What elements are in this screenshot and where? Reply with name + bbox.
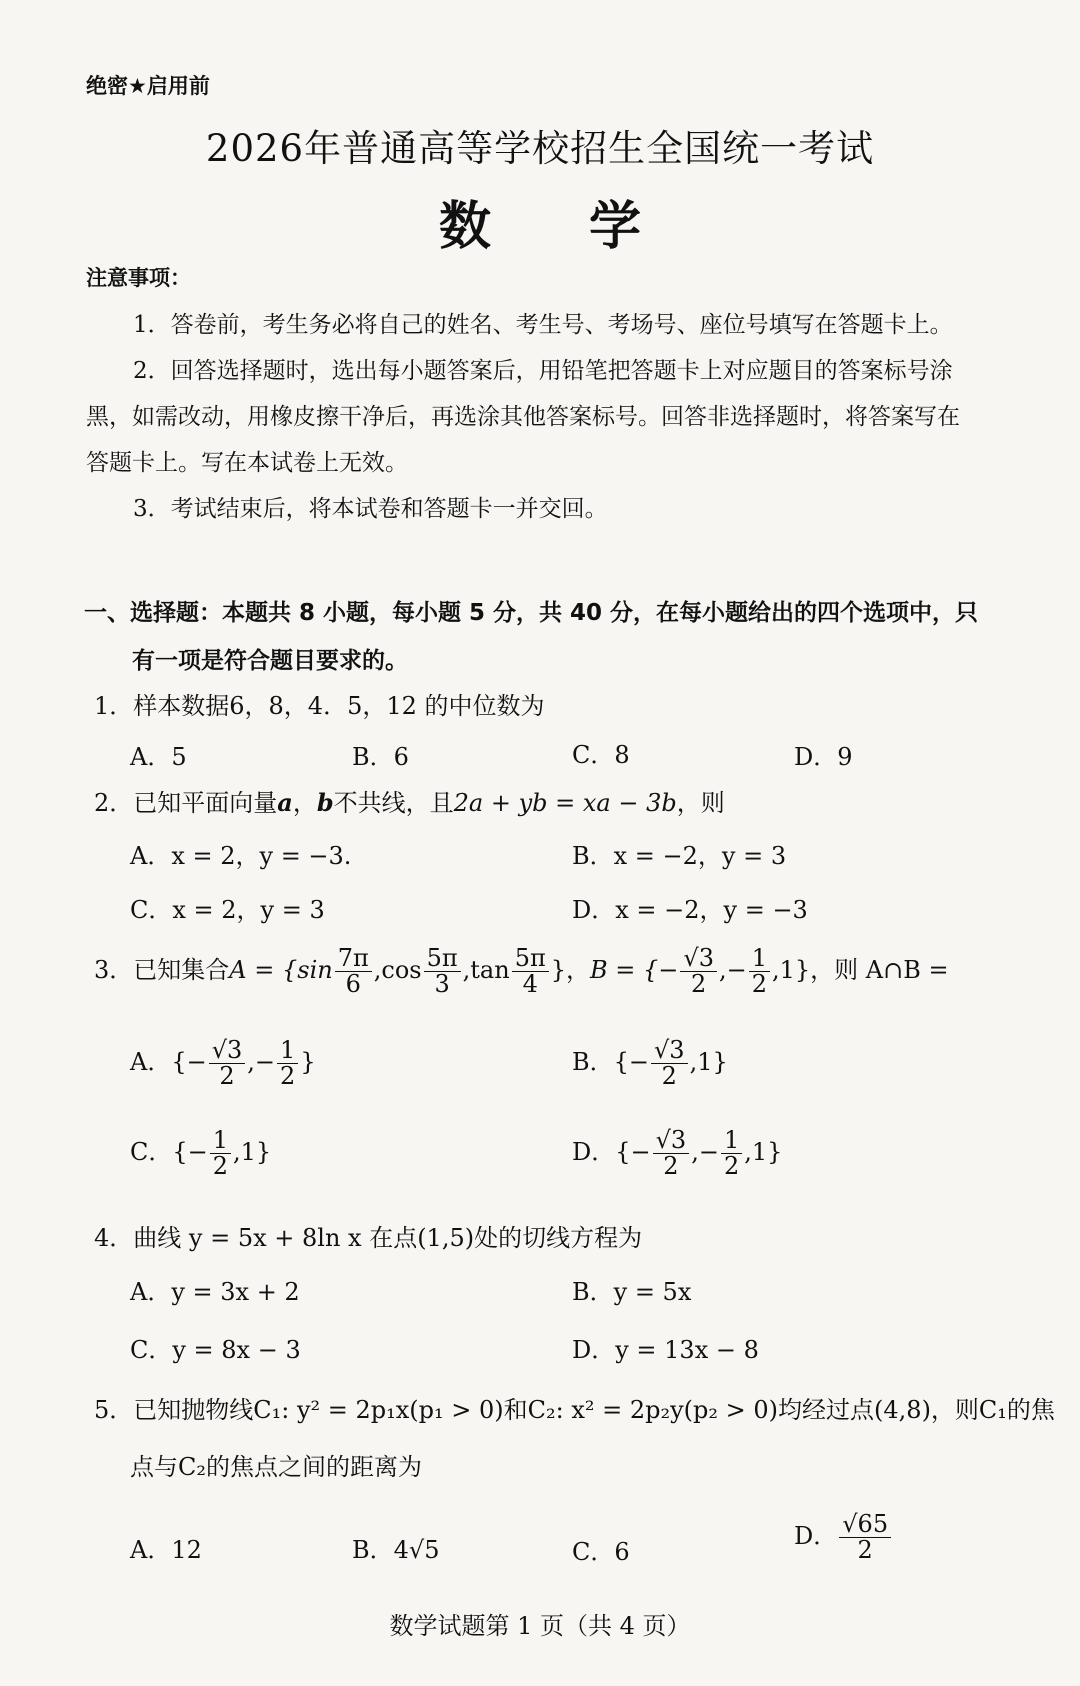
denominator: 2 [663, 1152, 679, 1181]
denominator: 2 [280, 1062, 296, 1091]
section-heading-line-1: 一、选择题：本题共 8 小题，每小题 5 分，共 40 分，在每小题给出的四个选项中，只 [84, 600, 979, 626]
question-1-option-a: A．5 [130, 743, 187, 771]
option-prefix: A．{− [130, 1048, 207, 1077]
fraction [424, 946, 461, 997]
set-a-open: A = {sin [229, 956, 333, 985]
question-3-option-a [130, 1038, 316, 1089]
option-prefix: B．{− [572, 1048, 650, 1077]
separator: ,− [718, 956, 747, 985]
option-suffix: ,1} [233, 1138, 272, 1167]
numerator: 7π [335, 946, 372, 972]
notice-item-1: 1．答卷前，考生务必将自己的姓名、考生号、考场号、座位号填写在答题卡上。 [133, 312, 953, 338]
option-suffix: ,1} [744, 1138, 783, 1167]
fraction [721, 1128, 742, 1179]
numerator: √3 [653, 1128, 690, 1154]
question-3-option-c [130, 1128, 271, 1179]
question-5-option-b: B．4√5 [352, 1536, 440, 1564]
cos-label: ,cos [373, 956, 422, 985]
question-1-option-d: D．9 [794, 743, 853, 771]
notice-item-2-line-2: 黑，如需改动，用橡皮擦干净后，再选涂其他答案标号。回答非选择题时，将答案写在 [86, 404, 960, 430]
question-2-stem [94, 783, 725, 818]
vector-a: a [277, 788, 293, 817]
denominator: 2 [857, 1536, 873, 1565]
question-5-option-a: A．12 [130, 1536, 202, 1564]
option-prefix: D．{− [572, 1138, 651, 1167]
set-a-close: }， [550, 956, 591, 985]
question-4-option-d: D．y = 13x − 8 [572, 1336, 759, 1364]
fraction [210, 1128, 231, 1179]
notice-heading: 注意事项： [86, 266, 191, 290]
denominator: 2 [219, 1062, 235, 1091]
option-prefix: D． [794, 1522, 838, 1551]
notice-item-3: 3．考试结束后，将本试卷和答题卡一并交回。 [133, 496, 608, 522]
section-heading-line-2: 有一项是符合题目要求的。 [132, 648, 408, 674]
question-4-stem: 4．曲线 y = 5x + 8ln x 在点(1,5)处的切线方程为 [94, 1224, 643, 1252]
question-1-stem: 1．样本数据6，8，4．5，12 的中位数为 [94, 692, 545, 720]
tan-label: ,tan [462, 956, 510, 985]
notice-item-2-line-3: 答题卡上。写在本试卷上无效。 [86, 450, 408, 476]
denominator: 2 [691, 970, 707, 999]
question-5-stem-line-1: 5．已知抛物线C₁: y² = 2p₁x(p₁ > 0)和C₂: x² = 2p₂y(p₂ > 0)均经过点(4,8)，则C₁的焦 [94, 1396, 1055, 1424]
question-1-option-c: C．8 [572, 741, 630, 769]
set-b-open: B = {− [590, 956, 679, 985]
set-b-close: ,1} [772, 956, 811, 985]
question-2-text-b: 不共线，且 [333, 789, 454, 817]
question-5-stem-line-2: 点与C₂的焦点之间的距离为 [130, 1453, 422, 1481]
fraction [839, 1512, 891, 1563]
notice-item-2-line-1: 2．回答选择题时，选出每小题答案后，用铅笔把答题卡上对应题目的答案标号涂 [133, 358, 953, 384]
question-2-text-c: ，则 [676, 789, 725, 817]
numerator: √3 [651, 1038, 688, 1064]
fraction [653, 1128, 690, 1179]
separator: ,− [691, 1138, 719, 1167]
fraction [335, 946, 372, 997]
question-5-option-c: C．6 [572, 1538, 630, 1566]
numerator: 5π [424, 946, 461, 972]
numerator: √3 [680, 946, 717, 972]
question-3-tail: ，则 A∩B = [810, 956, 949, 985]
numerator: 1 [277, 1038, 298, 1064]
option-suffix: ,1} [689, 1048, 728, 1077]
question-3-text-a: 已知集合 [133, 956, 230, 985]
denominator: 2 [723, 1152, 740, 1181]
numerator: 1 [210, 1128, 231, 1154]
subject-title: 数 学 [438, 197, 682, 257]
question-2-text-a: 已知平面向量 [133, 789, 278, 817]
denominator: 2 [212, 1152, 229, 1181]
question-2-option-b: B．x = −2，y = 3 [572, 842, 787, 870]
fraction [512, 946, 549, 997]
question-3-option-b [572, 1038, 728, 1089]
question-2-sep: ， [292, 789, 317, 817]
question-4-option-a: A．y = 3x + 2 [130, 1278, 300, 1306]
fraction [680, 946, 717, 997]
question-5-option-d [794, 1512, 893, 1563]
page-footer: 数学试题第 1 页（共 4 页） [389, 1612, 691, 1640]
question-1-option-b: B．6 [352, 743, 409, 771]
fraction [209, 1038, 246, 1089]
option-prefix: C．{− [130, 1138, 208, 1167]
denominator: 2 [751, 970, 767, 999]
question-3-number: 3． [94, 956, 134, 985]
question-2-number: 2． [94, 789, 134, 817]
numerator: 1 [749, 946, 770, 972]
question-2-option-c: C．x = 2，y = 3 [130, 896, 325, 924]
confidential-mark: 绝密★启用前 [86, 74, 210, 98]
numerator: √65 [839, 1512, 891, 1538]
fraction [277, 1038, 298, 1089]
question-3-option-d [572, 1128, 782, 1179]
fraction [651, 1038, 688, 1089]
question-2-equation: 2a + yb = xa − 3b [453, 789, 677, 817]
question-4-option-b: B．y = 5x [572, 1278, 692, 1306]
denominator: 2 [661, 1062, 677, 1091]
exam-title: 2026年普通高等学校招生全国统一考试 [205, 127, 875, 170]
denominator: 6 [345, 970, 361, 999]
question-2-option-d: D．x = −2，y = −3 [572, 896, 808, 924]
numerator: 1 [721, 1128, 742, 1154]
fraction [749, 946, 770, 997]
option-suffix: } [300, 1048, 316, 1077]
numerator: √3 [209, 1038, 246, 1064]
vector-b: b [316, 788, 334, 817]
separator: ,− [247, 1048, 276, 1077]
question-2-option-a: A．x = 2，y = −3. [130, 842, 352, 870]
question-3-stem [94, 946, 949, 997]
numerator: 5π [512, 946, 549, 972]
denominator: 3 [434, 970, 450, 999]
question-4-option-c: C．y = 8x − 3 [130, 1336, 301, 1364]
denominator: 4 [522, 970, 538, 999]
